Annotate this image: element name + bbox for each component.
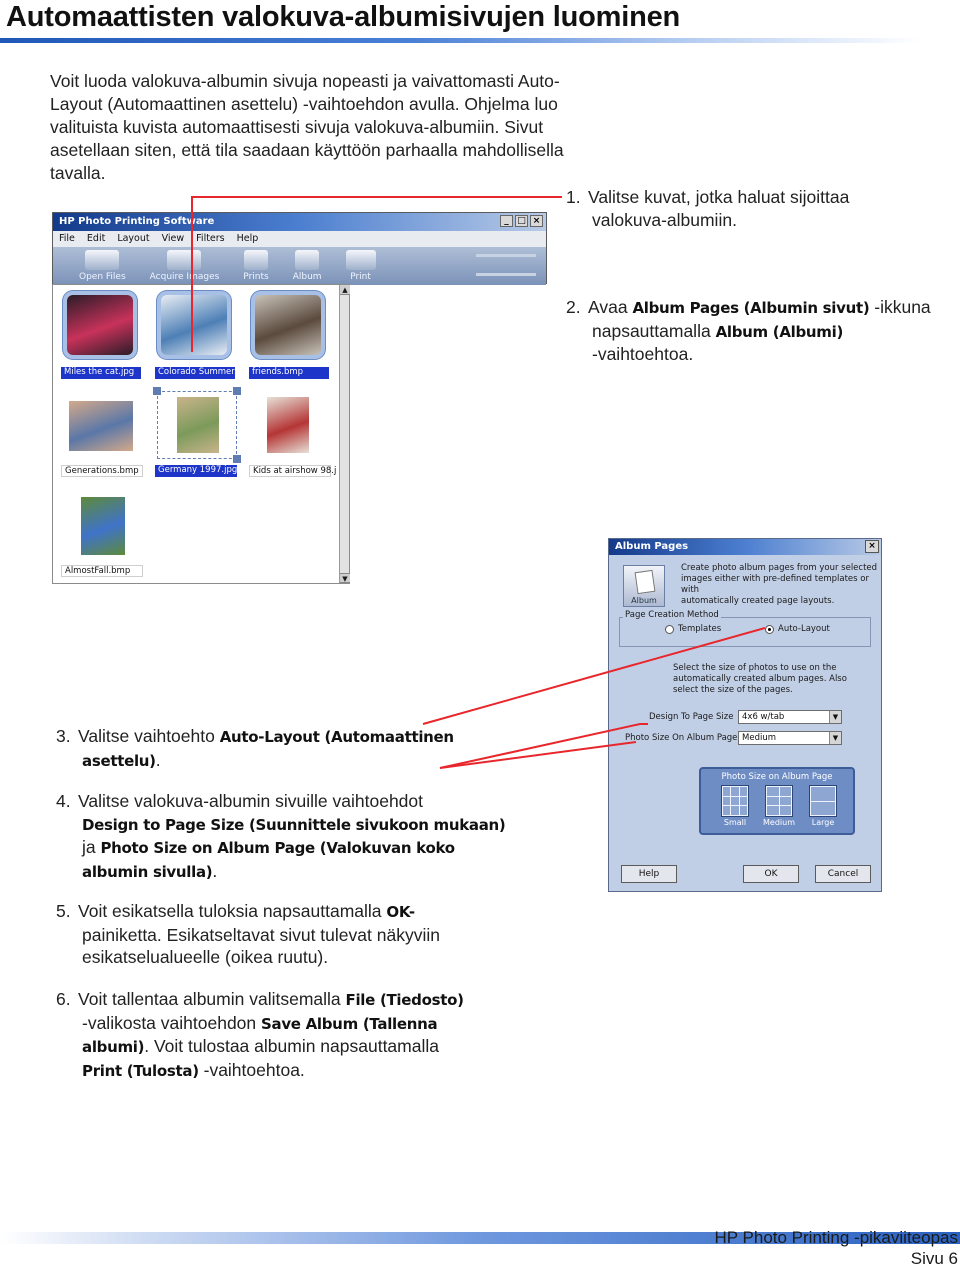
templates-radio[interactable]: [665, 625, 674, 634]
album-icon: [295, 250, 319, 270]
scanner-icon: [167, 250, 201, 270]
scroll-down-icon[interactable]: ▼: [340, 573, 350, 583]
step-2: 2. Avaa Album Pages (Albumin sivut) -ikkuna napsauttamalla Album (Albumi) -vaihtoehtoa.: [566, 297, 931, 364]
photo-thumbnail[interactable]: [255, 295, 321, 355]
album-button[interactable]: Album: [293, 250, 322, 282]
step-4: 4. Valitse valokuva-albumin sivuille vaihtoehdot Design to Page Size (Suunnittele sivukoon mukaan) ja Photo Size on Album Page (Valokuvan koko albumin sivulla).: [56, 791, 506, 881]
acquire-images-button[interactable]: Acquire Images: [150, 250, 220, 282]
menu-filters[interactable]: Filters: [196, 233, 225, 244]
chevron-down-icon[interactable]: ▼: [829, 711, 841, 723]
size-instructions: Select the size of photos to use on the automatically created album pages. Also select the size of the pages.: [673, 663, 847, 695]
printer-icon: [346, 250, 376, 270]
toolbar: [53, 247, 546, 285]
window-title: HP Photo Printing Software: [59, 216, 215, 227]
resize-handle[interactable]: [233, 455, 241, 463]
thumbnail-caption: Kids at airshow 98.j: [249, 465, 331, 477]
album-icon: Album: [623, 565, 665, 607]
chevron-down-icon[interactable]: ▼: [829, 732, 841, 744]
help-button[interactable]: Help: [621, 865, 677, 883]
open-files-button[interactable]: Open Files: [79, 250, 126, 282]
menu-edit[interactable]: Edit: [86, 233, 106, 244]
thumbnail-caption: friends.bmp: [249, 367, 329, 379]
photo-thumbnail[interactable]: [177, 397, 219, 453]
thumbnail-panel[interactable]: [52, 284, 350, 584]
print-button[interactable]: Print: [346, 250, 376, 282]
photo-size-group-label: Photo Size on Album Page: [721, 772, 833, 782]
small-layout-icon: [721, 785, 749, 817]
dialog-titlebar: [609, 539, 881, 555]
window-titlebar: [53, 213, 546, 231]
page-creation-method-group: [619, 617, 871, 647]
thumbnail-caption: Miles the cat.jpg: [61, 367, 141, 379]
photo-thumbnail[interactable]: [267, 397, 309, 453]
menu-layout[interactable]: Layout: [117, 233, 150, 244]
maximize-icon[interactable]: □: [515, 215, 528, 227]
auto-layout-radio[interactable]: [765, 625, 774, 634]
scroll-up-icon[interactable]: ▲: [340, 285, 350, 295]
footer-page-number: Sivu 6: [910, 1249, 958, 1268]
photo-size-group: [699, 767, 855, 835]
prints-button[interactable]: Prints: [243, 250, 268, 282]
menu-file[interactable]: File: [59, 233, 75, 244]
photo-size-label: Photo Size On Album Page: [625, 733, 738, 743]
templates-label[interactable]: Templates: [678, 624, 722, 634]
design-to-page-size-select[interactable]: 4x6 w/tab ▼: [738, 710, 842, 724]
dialog-description: Create photo album pages from your selected images either with pre-defined templates or with automatically created page layouts.: [681, 563, 878, 606]
toolbar-divider: [476, 254, 536, 276]
design-to-page-size-label: Design To Page Size: [649, 712, 734, 722]
step-3: 3. Valitse vaihtoehto Auto-Layout (Automaattinen asettelu).: [56, 726, 454, 770]
thumbnail-caption: Colorado Summer.jp: [155, 367, 235, 379]
footer-guide-title: HP Photo Printing -pikaviiteopas: [714, 1228, 958, 1247]
vertical-scrollbar[interactable]: [339, 285, 349, 583]
page-title: Automaattisten valokuva-albumisivujen luominen: [6, 1, 681, 33]
resize-handle[interactable]: [153, 387, 161, 395]
step-5: 5. Voit esikatsella tuloksia napsauttamalla OK- painiketta. Esikatseltavat sivut tulevat näkyviin esikatselualueelle (oikea ruutu).: [56, 901, 440, 967]
photo-thumbnail[interactable]: [161, 295, 227, 355]
photo-thumbnail[interactable]: [69, 401, 133, 451]
thumbnail-caption: Generations.bmp: [61, 465, 143, 477]
close-icon[interactable]: ×: [530, 215, 543, 227]
ok-button[interactable]: OK: [743, 865, 799, 883]
thumbnail-caption: Germany 1997.jpg: [155, 465, 237, 477]
page-creation-method-label: Page Creation Method: [625, 610, 719, 620]
auto-layout-label[interactable]: Auto-Layout: [778, 624, 830, 634]
title-underline-bar: [0, 38, 920, 43]
hp-photo-printing-window: [52, 212, 547, 284]
resize-handle[interactable]: [233, 387, 241, 395]
cancel-button[interactable]: Cancel: [815, 865, 871, 883]
callout-line-step4b: [440, 742, 636, 768]
folder-icon: [85, 250, 119, 270]
step-1: 1. Valitse kuvat, jotka haluat sijoittaa valokuva-albumiin.: [566, 187, 850, 230]
menu-bar: [53, 231, 546, 247]
large-layout-icon: [809, 785, 837, 817]
intro-paragraph: Voit luoda valokuva-albumin sivuja nopeasti ja vaivattomasti Auto-Layout (Automaattinen asettelu) -vaihtoehdon avulla. Ohjelma luo valituista kuvista automaattisesti sivuja valokuva-albumiin. Sivut asetellaan siten, että tila saadaan käyttöön parhaalla mahdollisella tavalla.: [50, 71, 564, 183]
size-medium-option[interactable]: Medium: [761, 785, 797, 831]
dialog-title: Album Pages: [615, 541, 689, 552]
photo-thumbnail[interactable]: [81, 497, 125, 555]
step-6: 6. Voit tallentaa albumin valitsemalla File (Tiedosto) -valikosta vaihtoehdon Save Album (Tallenna albumi). Voit tulostaa albumin napsauttamalla Print (Tulosta) -vaihtoehtoa.: [56, 989, 464, 1080]
menu-help[interactable]: Help: [236, 233, 259, 244]
close-icon[interactable]: ×: [865, 540, 879, 553]
size-large-option[interactable]: Large: [805, 785, 841, 831]
thumbnail-caption: AlmostFall.bmp: [61, 565, 143, 577]
album-pages-dialog: [608, 538, 882, 892]
photo-thumbnail[interactable]: [67, 295, 133, 355]
medium-layout-icon: [765, 785, 793, 817]
menu-view[interactable]: View: [161, 233, 185, 244]
prints-icon: [244, 250, 268, 270]
photo-size-select[interactable]: Medium ▼: [738, 731, 842, 745]
size-small-option[interactable]: Small: [717, 785, 753, 831]
minimize-icon[interactable]: _: [500, 215, 513, 227]
